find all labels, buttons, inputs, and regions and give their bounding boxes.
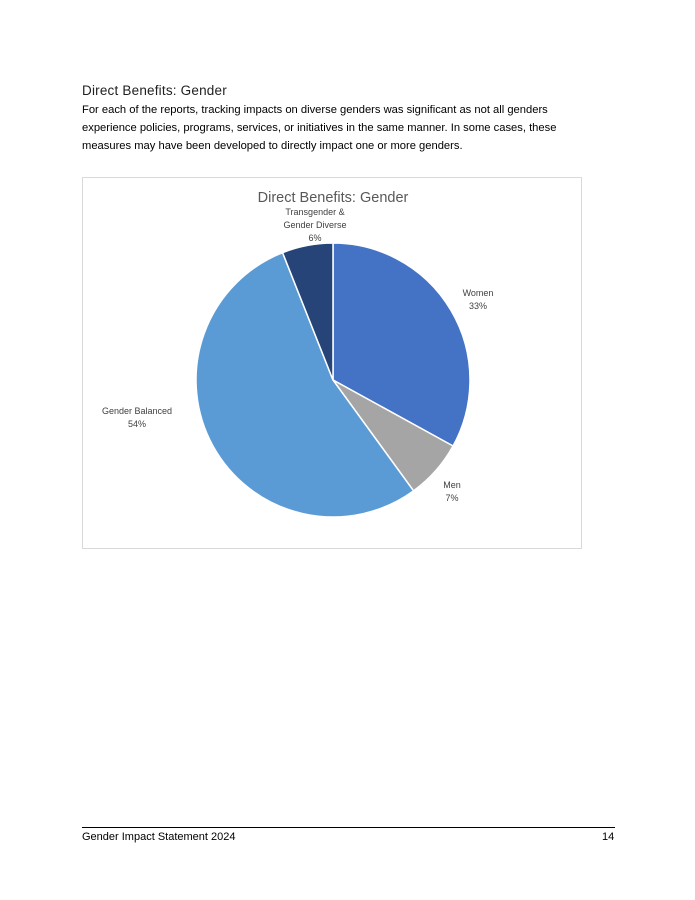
pie-label-men: Men 7% — [443, 480, 461, 503]
footer-divider — [82, 827, 615, 828]
pie-slices — [196, 243, 470, 517]
pie-label-gender-balanced: Gender Balanced 54% — [101, 406, 173, 429]
chart-title: Direct Benefits: Gender — [257, 190, 409, 206]
pie-label-women: Women 33% — [462, 288, 494, 311]
pie-chart — [83, 178, 583, 550]
intro-paragraph: For each of the reports, tracking impacts on diverse genders was significant as not all genders experience policies, programs, services, or initiatives in the same manner. In some cases, these measures may have been developed to directly impact one or more genders. — [82, 104, 557, 152]
pie-label-transgender-gender-diverse: Transgender & Gender Diverse 6% — [283, 207, 347, 243]
footer-page-number: 14 — [602, 831, 615, 843]
section-heading: Direct Benefits: Gender — [82, 83, 227, 98]
footer-document-title: Gender Impact Statement 2024 — [82, 831, 236, 843]
pie-chart-frame — [82, 177, 582, 549]
